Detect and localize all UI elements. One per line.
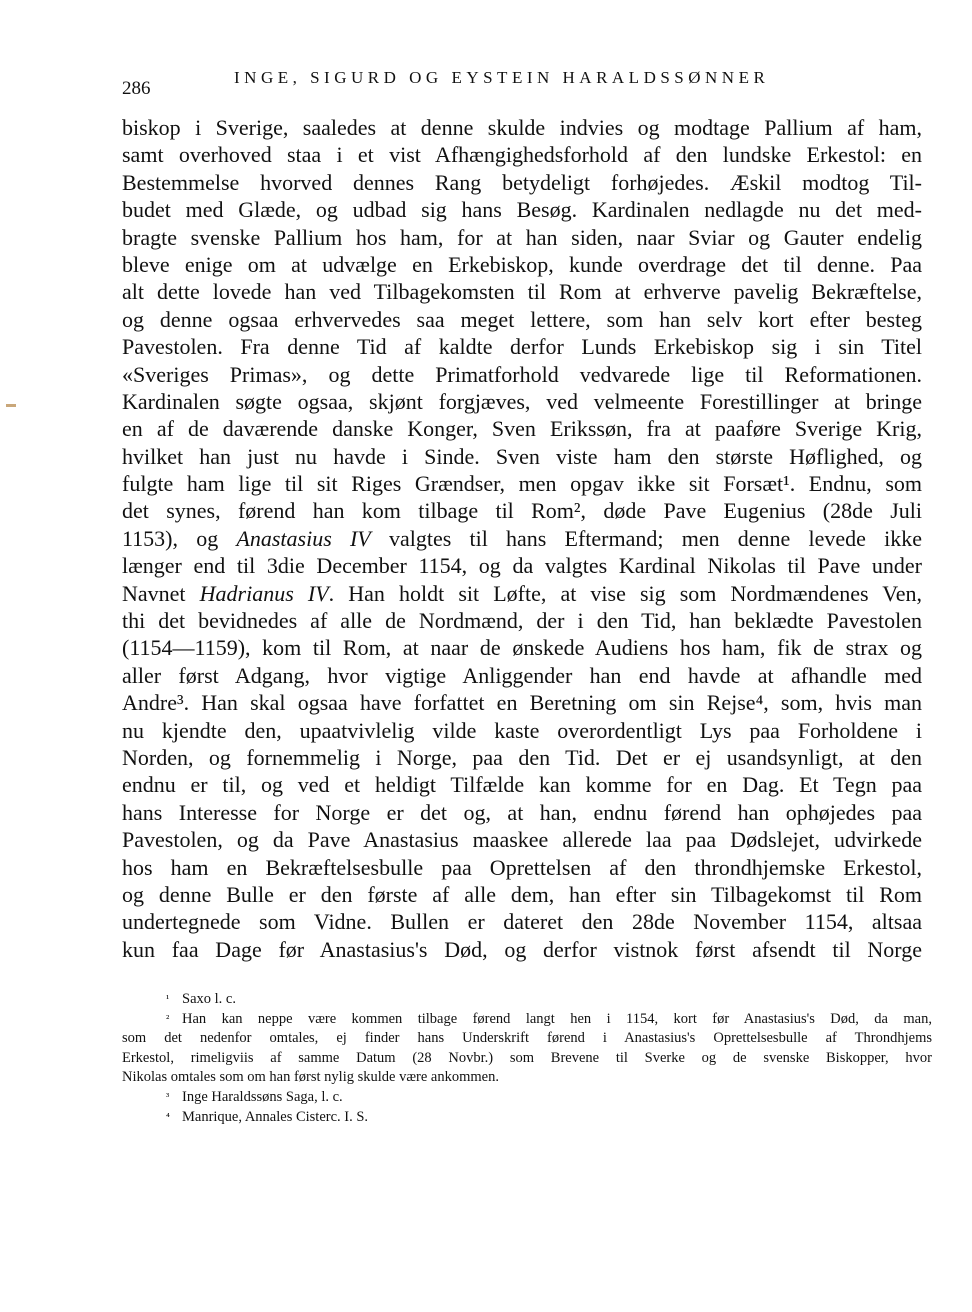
footnote-text: Han kan neppe være kommen tilbage førend langt hen i 1154, kort før Anastasius's Død, da man, [182,1010,932,1027]
body-line: alt dette lovede han ved Tilbagekomsten til Rom at erhverve pavelig Bekræftelse, [122,279,922,305]
body-line: Pavestolen. Fra denne Tid af kaldte derfor Lunds Erkebiskop sig i sin Titel [122,334,922,360]
footnote-text: Erkestol, rimeligviis af samme Datum (28 Novbr.) som Brevene til Sverke og de svenske Biskopper, hvor [122,1049,932,1066]
footnote-line [122,1029,932,1049]
body-line: nu kjendte den, upaatvivlelig vilde kaste overordentligt Lys paa Forholdene i [122,717,922,743]
footnotes [122,990,932,1127]
body-line: Kardinalen søgte ogsaa, skjønt forgjæves, ved velmeente Forestillinger at bringe [122,388,922,414]
body-line: længer end til 3die December 1154, og da valgtes Kardinal Nikolas til Pave under [122,553,922,579]
footnote-marker: ¹ [166,993,170,1005]
footnote-text: Inge Haraldssøns Saga, l. c. [182,1088,343,1105]
footnote-line [122,1108,932,1128]
body-line: Navnet Hadrianus IV. Han holdt sit Løfte, at vise sig som Nordmændenes Ven, [122,580,922,606]
footnote-text: Manrique, Annales Cisterc. I. S. [182,1108,369,1125]
footnote-text: Saxo l. c. [182,991,236,1007]
body-line: (1154—1159), kom til Rom, at naar de ønskede Audiens hos ham, fik de strax og [122,635,922,661]
footnote-line [122,1088,932,1108]
body-line: 1153), og Anastasius IV valgtes til hans Eftermand; men denne levede ikke [122,525,922,551]
body-line: Norden, og fornemmelig i Norge, paa den Tid. Det er ej usandsynligt, at den [122,744,922,770]
body-line: endnu er til, og ved et heldigt Tilfælde kan komme for en Dag. Et Tegn paa [122,772,922,798]
body-line: bleve enige om at udvælge en Erkebiskop, kunde overdrage det til denne. Paa [122,251,922,277]
body-text [122,114,922,963]
italic-name: Hadrianus IV [199,580,329,606]
page-number: 286 [122,78,151,99]
body-line: Andre³. Han skal ogsaa have forfattet en Beretning om sin Rejse⁴, som, hvis man [122,690,922,716]
footnote-text: Nikolas omtales som om han først nylig skulde være ankommen. [122,1069,499,1086]
body-line: biskop i Sverige, saaledes at denne skulde indvies og modtage Pallium af ham, [122,115,922,140]
body-line: bragte svenske Pallium hos ham, for at han siden, naar Sviar og Gauter endelig [122,224,922,250]
footnote-line [122,1049,932,1069]
body-line: kun faa Dage før Anastasius's Død, og derfor vistnok først afsendt til Norge [122,936,922,962]
body-line: Pavestolen, og da Pave Anastasius maaskee allerede laa paa Dødslejet, udvirkede [122,827,922,853]
body-line: thi det bevidnedes af alle de Nordmænd, der i den Tid, han beklædte Pavestolen [122,608,922,634]
footnote-line [122,1010,932,1030]
footnote-marker: ³ [166,1090,170,1103]
body-line: det synes, førend han kom tilbage til Rom², døde Pave Eugenius (28de Juli [122,498,922,524]
body-line: hvilket han just nu havde i Sinde. Sven viste ham den største Høflighed, og [122,443,922,469]
body-line: hans Interesse for Norge er det og, at han, endnu førend han ophøjedes paa [122,799,922,825]
body-line: fulgte ham lige til sit Riges Grændser, men opgav ikke sit Forsæt¹. Endnu, som [122,471,922,497]
body-line: en af de daværende danske Konger, Sven Erikssøn, fra at paaføre Sverige Krig, [122,416,922,442]
footnote-line [122,1068,932,1088]
footnote-marker: ⁴ [166,1110,170,1123]
margin-mark [6,404,16,407]
footnote-marker: ² [166,1012,170,1025]
body-line: «Sveriges Primas», og dette Primatforhold vedvarede lige til Reformationen. [122,361,922,387]
running-title: INGE, SIGURD OG EYSTEIN HARALDSSØNNER [234,68,770,87]
body-line: samt overhoved staa i et vist Afhængighedsforhold af den lundske Erkestol: en [122,142,922,168]
body-line: undertegnede som Vidne. Bullen er dateret den 28de November 1154, altsaa [122,909,922,935]
body-line: budet med Glæde, og udbad sig hans Besøg. Kardinalen nedlagde nu det med- [122,197,922,223]
body-line: og denne Bulle er den første af alle dem, han efter sin Tilbagekomst til Rom [122,881,922,907]
footnote-text: som det nedenfor omtales, ej finder hans Underskrift førend i Anastasius's Oprettelsesbulle af Throndhjems [122,1030,932,1047]
italic-name: Anastasius IV [236,525,371,551]
body-line: Bestemmelse hvorved dennes Rang betydeligt forhøjedes. Æskil modtog Til- [122,169,922,195]
footnote-line [122,990,932,1010]
body-line: aller først Adgang, hvor vigtige Anliggender han end havde at afhandle med [122,662,922,688]
body-line: hos ham en Bekræftelsesbulle paa Oprettelsen af den throndhjemske Erkestol, [122,854,922,880]
body-line: og denne ogsaa erhvervedes saa meget lettere, som han selv kort efter besteg [122,306,922,332]
